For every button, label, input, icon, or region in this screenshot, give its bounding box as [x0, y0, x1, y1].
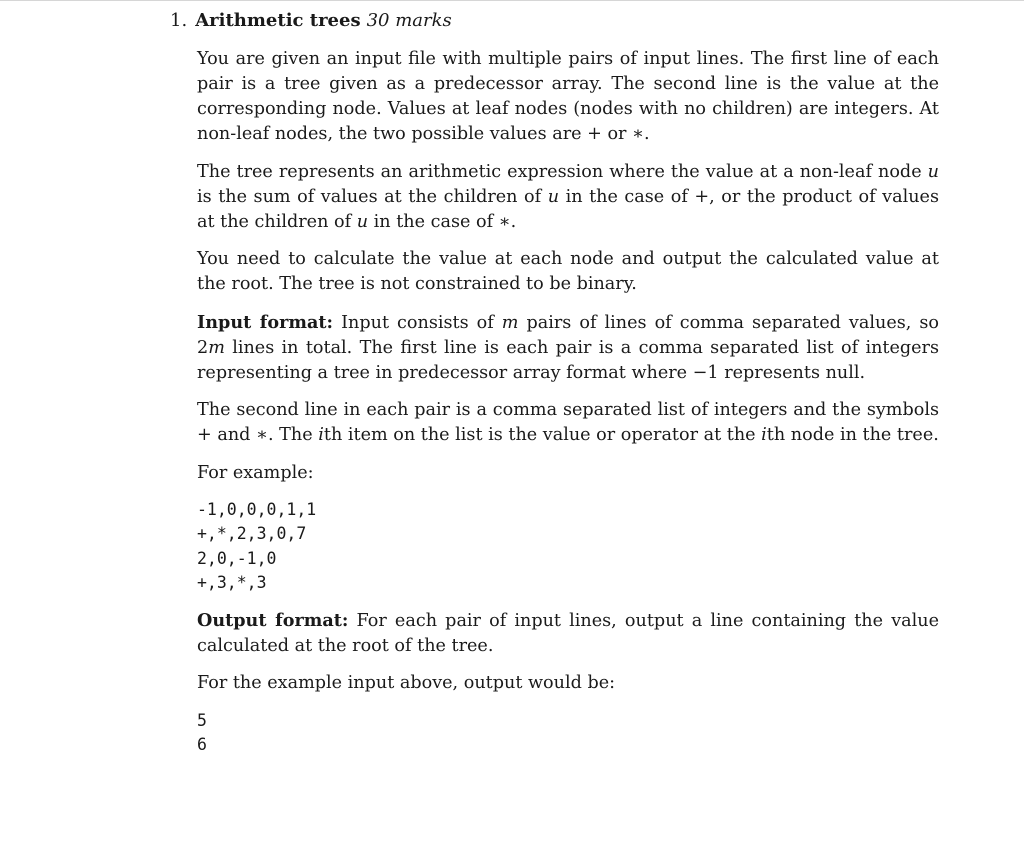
input-format-label: Input format:	[197, 311, 334, 333]
example-output-block	[197, 709, 939, 758]
text-segment: in the case of ∗.	[368, 211, 517, 232]
example-input-line: +,3,*,3	[197, 572, 267, 592]
text-segment: The tree represents an arithmetic expression where the value at a non-leaf node	[197, 161, 928, 182]
math-variable-m: m	[208, 337, 225, 358]
question-title: Arithmetic trees	[195, 10, 361, 31]
text-segment: in the case of +, or the product of values at the children of	[197, 186, 940, 232]
paragraph-for-example: For example:	[197, 462, 314, 483]
question-marks: 30 marks	[366, 10, 452, 31]
example-output-line: 6	[197, 734, 207, 754]
example-input-line: -1,0,0,0,1,1	[197, 500, 317, 519]
paragraph-output-format	[197, 608, 939, 659]
example-output-line: 5	[197, 710, 207, 730]
math-variable-u: u	[356, 211, 369, 232]
text-segment: The second line in each pair is a comma separated list of integers and the symbols + and ∗. The	[197, 400, 939, 445]
output-format-label: Output format:	[197, 609, 349, 631]
text-segment: Input consists of	[333, 312, 502, 333]
text-segment: pairs of lines of comma separated values, so 2	[197, 312, 940, 358]
question-number: 1.	[170, 10, 188, 31]
math-variable-m: m	[501, 312, 519, 333]
text-segment: th node in the tree.	[766, 425, 939, 445]
math-variable-i: i	[318, 425, 324, 445]
math-variable-u: u	[927, 161, 939, 182]
text-segment: For each pair of input lines, output a line containing the value calculated at the root of the tree.	[197, 610, 939, 656]
question-body	[197, 47, 939, 770]
example-input-line: +,*,2,3,0,7	[197, 524, 307, 544]
paragraph-input-format	[197, 310, 939, 386]
question-heading	[170, 9, 452, 33]
paragraph-task: You need to calculate the value at each node and output the calculated value at the root. The tree is not constrained to be binary.	[197, 249, 939, 294]
math-variable-u: u	[547, 186, 560, 207]
math-variable-i: i	[761, 425, 767, 445]
paragraph-example-output: For the example input above, output would be:	[197, 673, 616, 694]
text-segment: lines in total. The first line is each pair is a comma separated list of integers representing a tree in predecessor array format where −1 represents null.	[197, 337, 939, 383]
paragraph-expression	[197, 160, 939, 235]
paragraph-second-line	[197, 398, 939, 448]
text-segment: th item on the list is the value or operator at the	[323, 425, 762, 445]
paragraph-intro: You are given an input file with multiple pairs of input lines. The first line of each pair is a tree given as a predecessor array. The second line is the value at the corresponding node. Values at leaf nodes (nodes with no children) are integers. At non-leaf nodes, the two possible values are + or ∗.	[197, 49, 939, 144]
example-input-line: 2,0,-1,0	[197, 548, 277, 568]
example-input-block	[197, 498, 939, 595]
text-segment: is the sum of values at the children of	[197, 186, 548, 207]
top-divider	[0, 0, 1024, 1]
